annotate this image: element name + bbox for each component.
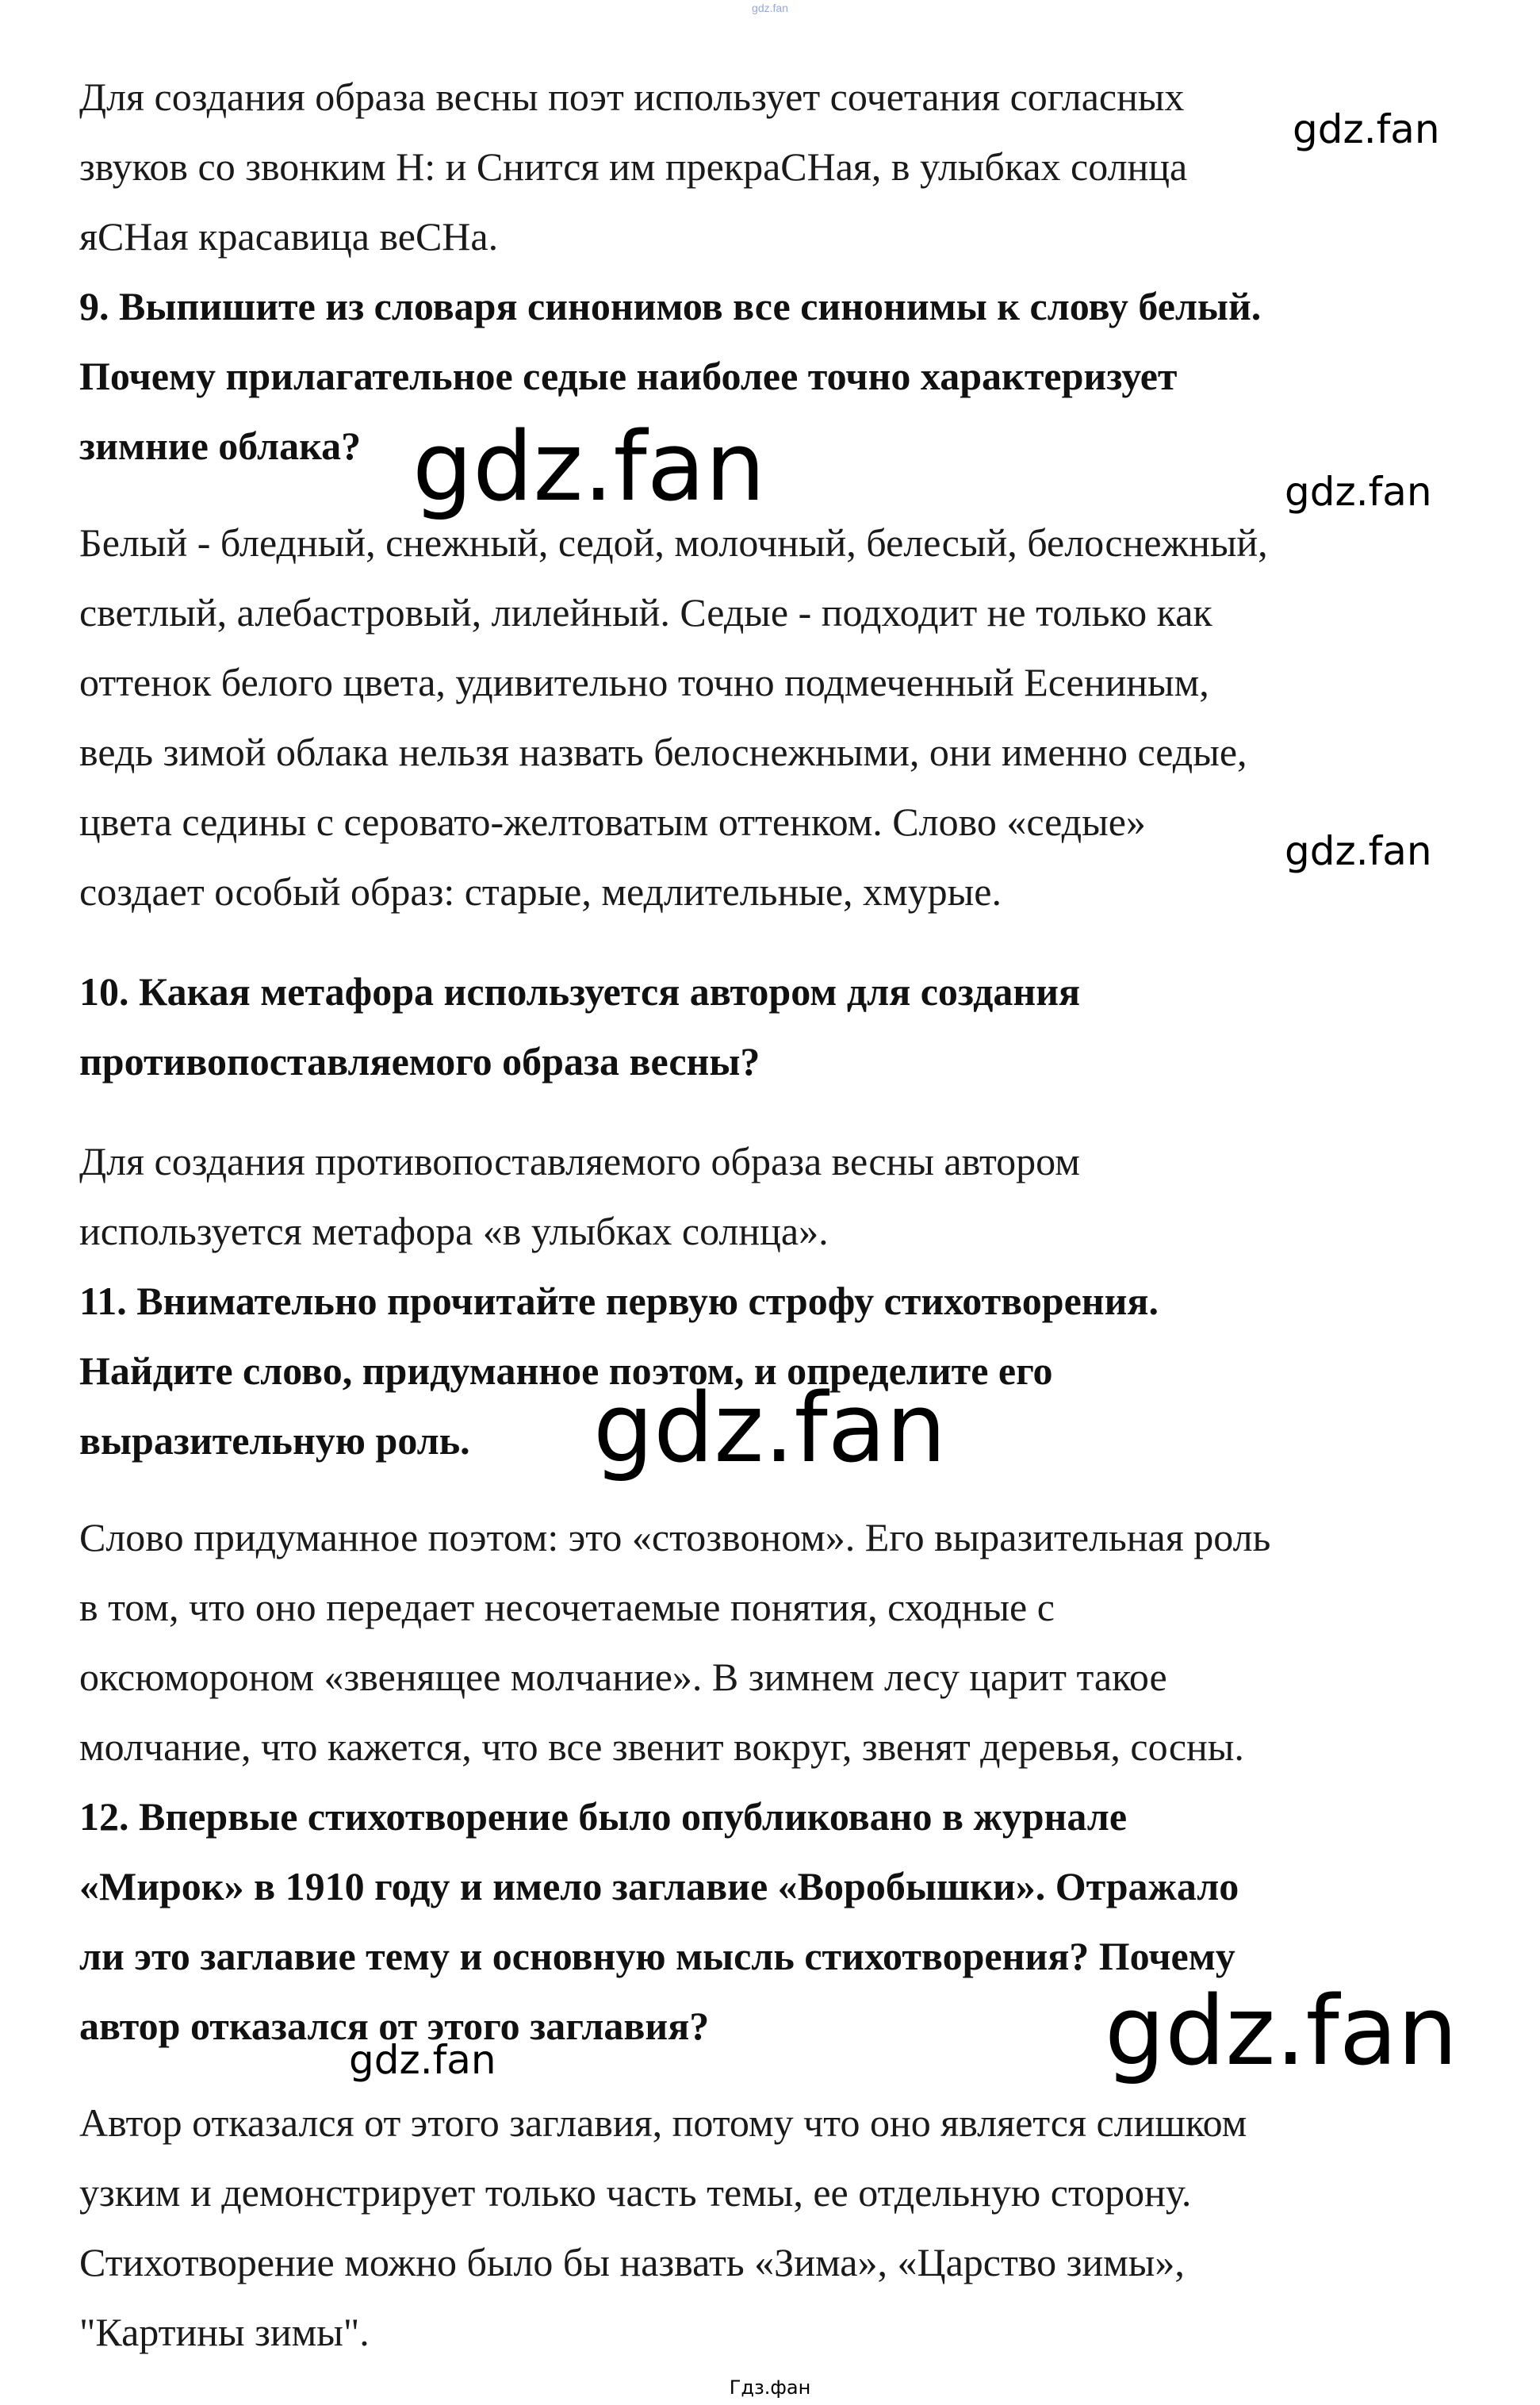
answer-10	[79, 1126, 1491, 1266]
text-line: светлый, алебастровый, лилейный. Седые - подходит не только как	[79, 590, 1212, 635]
question-line: 9. Выпишите из словаря синонимов все синонимы к слову белый.	[79, 284, 1262, 328]
question-line: автор отказался от этого заглавия?	[79, 2004, 710, 2048]
question-line: зимние облака?	[79, 424, 362, 468]
answer-11	[79, 1502, 1491, 1782]
question-line: выразительную роль.	[79, 1418, 470, 1463]
text-line: Для создания противопоставляемого образа весны автором	[79, 1139, 1080, 1183]
question-line: 11. Внимательно прочитайте первую строфу стихотворения.	[79, 1279, 1159, 1323]
text-line: узким и демонстрирует только часть темы, ее отдельную сторону.	[79, 2170, 1192, 2215]
question-9	[79, 271, 1491, 481]
text-line: создает особый образ: старые, медлительные, хмурые.	[79, 869, 1002, 914]
text-line: оксюмороном «звенящее молчание». В зимнем лесу царит такое	[79, 1655, 1167, 1699]
watermark: gdz.fan	[1293, 106, 1440, 152]
watermark: gdz.fan	[1285, 828, 1432, 874]
question-line: Найдите слово, придуманное поэтом, и определите его	[79, 1348, 1053, 1393]
text-line: используется метафора «в улыбках солнца».	[79, 1209, 829, 1253]
question-line: 10. Какая метафора используется автором для создания	[79, 969, 1081, 1014]
text-line: Белый - бледный, снежный, седой, молочный, белесый, белоснежный,	[79, 520, 1268, 565]
watermark: gdz.fan	[412, 412, 766, 523]
question-line: Почему прилагательное седые наиболее точно характеризует	[79, 354, 1178, 398]
text-line: молчание, что кажется, что все звенит вокруг, звенят деревья, сосны.	[79, 1724, 1244, 1769]
question-line: противопоставляемого образа весны?	[79, 1039, 760, 1084]
answer-8	[79, 62, 1491, 271]
text-line: Автор отказался от этого заглавия, потому что оно является слишком	[79, 2100, 1247, 2145]
text-line: Стихотворение можно было бы назвать «Зима», «Царство зимы»,	[79, 2240, 1185, 2284]
question-line: ли это заглавие тему и основную мысль стихотворения? Почему	[79, 1934, 1235, 1978]
text-line: "Картины зимы".	[79, 2310, 370, 2354]
text-line: яСНая красавица веСНа.	[79, 214, 499, 259]
watermark: gdz.fan	[1285, 469, 1432, 515]
answer-12	[79, 2088, 1491, 2367]
answer-9	[79, 508, 1491, 926]
text-line: оттенок белого цвета, удивительно точно подмеченный Есениным,	[79, 660, 1209, 704]
text-line: звуков со звонким Н: и Снится им прекраСНая, в улыбках солнца	[79, 144, 1188, 189]
text-line: в том, что оно передает несочетаемые понятия, сходные с	[79, 1585, 1055, 1629]
question-line: 12. Впервые стихотворение было опубликовано в журнале	[79, 1794, 1128, 1839]
watermark: gdz.fan	[593, 1374, 947, 1484]
text-line: Для создания образа весны поэт использует сочетания согласных	[79, 75, 1185, 119]
text-line: ведь зимой облака нельзя назвать белоснежными, они именно седые,	[79, 730, 1247, 774]
question-line: «Мирок» в 1910 году и имело заглавие «Воробышки». Отражало	[79, 1864, 1239, 1908]
watermark: gdz.fan	[349, 2037, 496, 2083]
header-watermark: gdz.fan	[752, 2, 788, 14]
question-10	[79, 957, 1491, 1096]
watermark: gdz.fan	[1105, 1977, 1458, 2087]
text-line: цвета седины с серовато-желтоватым оттенком. Слово «седые»	[79, 800, 1146, 844]
text-line: Слово придуманное поэтом: это «стозвоном». Его выразительная роль	[79, 1515, 1271, 1559]
footer-label: Гдз.фан	[729, 2376, 811, 2399]
